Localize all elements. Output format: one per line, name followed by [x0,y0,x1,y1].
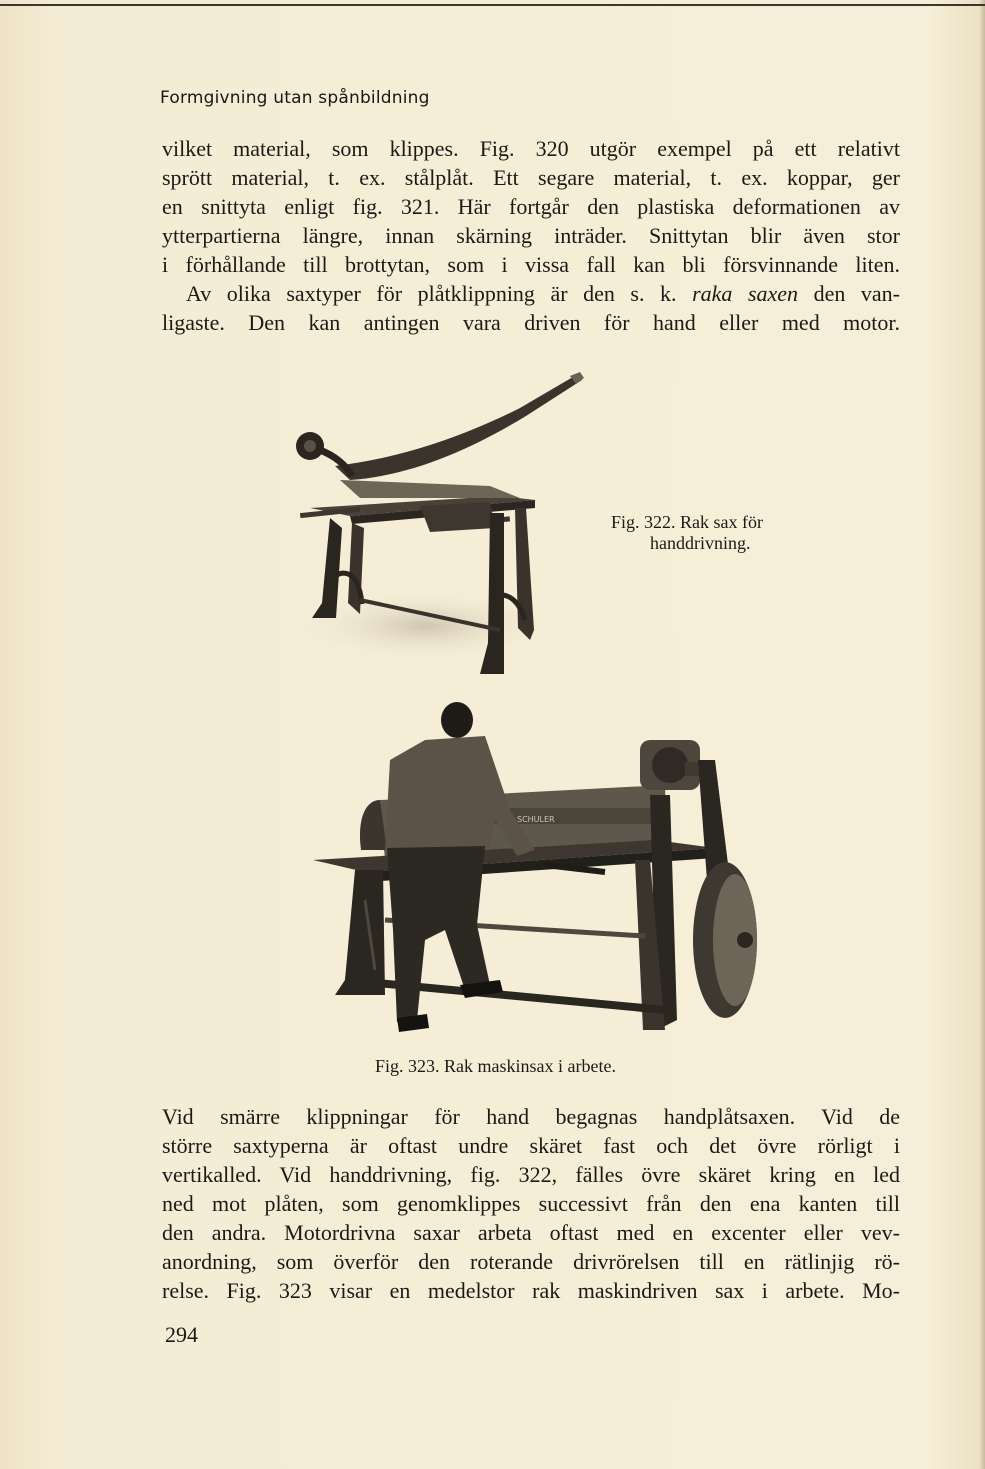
paragraph-2-line-1 [162,279,900,308]
text-line: ned mot plåten, som genomklippes successivt från den ena kanten till [162,1191,900,1216]
top-edge-rule [0,4,985,6]
page-number: 294 [165,1322,198,1347]
running-head: Formgivning utan spånbildning [160,88,430,108]
italic-term: raka saxen [692,281,799,306]
figure-323-caption: Fig. 323. Rak maskinsax i arbete. [375,1056,616,1076]
text-run: Av olika saxtyper för plåtklippning är den s. k. [186,281,693,306]
text-line: vertikalled. Vid handdrivning, fig. 322, fälles övre skäret kring en led [162,1162,900,1187]
figure-322-caption [611,512,763,554]
text-line: sprött material, t. ex. stålplåt. Ett segare material, t. ex. koppar, ger [162,165,900,190]
text-line: ytterpartierna längre, innan skärning inträder. Snittytan blir även stor [162,223,900,248]
text-line: en snittyta enligt fig. 321. Här fortgår den plastiska deformationen av [162,194,900,219]
text-line: i förhållande till brottytan, som i vissa fall kan bli försvinnande liten. [162,252,900,277]
text-line: den andra. Motordrivna saxar arbeta oftast med en excenter eller vev- [162,1220,900,1245]
text-line: anordning, som överför den roterande drivrörelsen till en rätlinjig rö- [162,1249,900,1274]
nameplate-text: SCHULER [517,815,555,824]
figure-323-machine-shear-photo [305,700,765,1045]
text-line: relse. Fig. 323 visar en medelstor rak maskindriven sax i arbete. Mo- [162,1278,900,1303]
text-run: den van- [798,281,901,306]
paragraph-3 [162,1102,900,1305]
text-line: vilket material, som klippes. Fig. 320 utgör exempel på ett relativt [162,136,900,161]
page-edge-shadow [979,0,985,1469]
caption-line: Fig. 322. Rak sax för [611,512,763,532]
text-line: Vid smärre klippningar för hand begagnas handplåtsaxen. Vid de [162,1104,900,1129]
caption-line: handdrivning. [650,533,751,553]
paragraph-1 [162,134,900,337]
text-line: större saxtyperna är oftast undre skäret fast och det övre rörligt i [162,1133,900,1158]
figure-322-hand-shear-illustration [290,368,595,680]
paragraph-2-line-2: ligaste. Den kan antingen vara driven för hand eller med motor. [162,310,900,335]
